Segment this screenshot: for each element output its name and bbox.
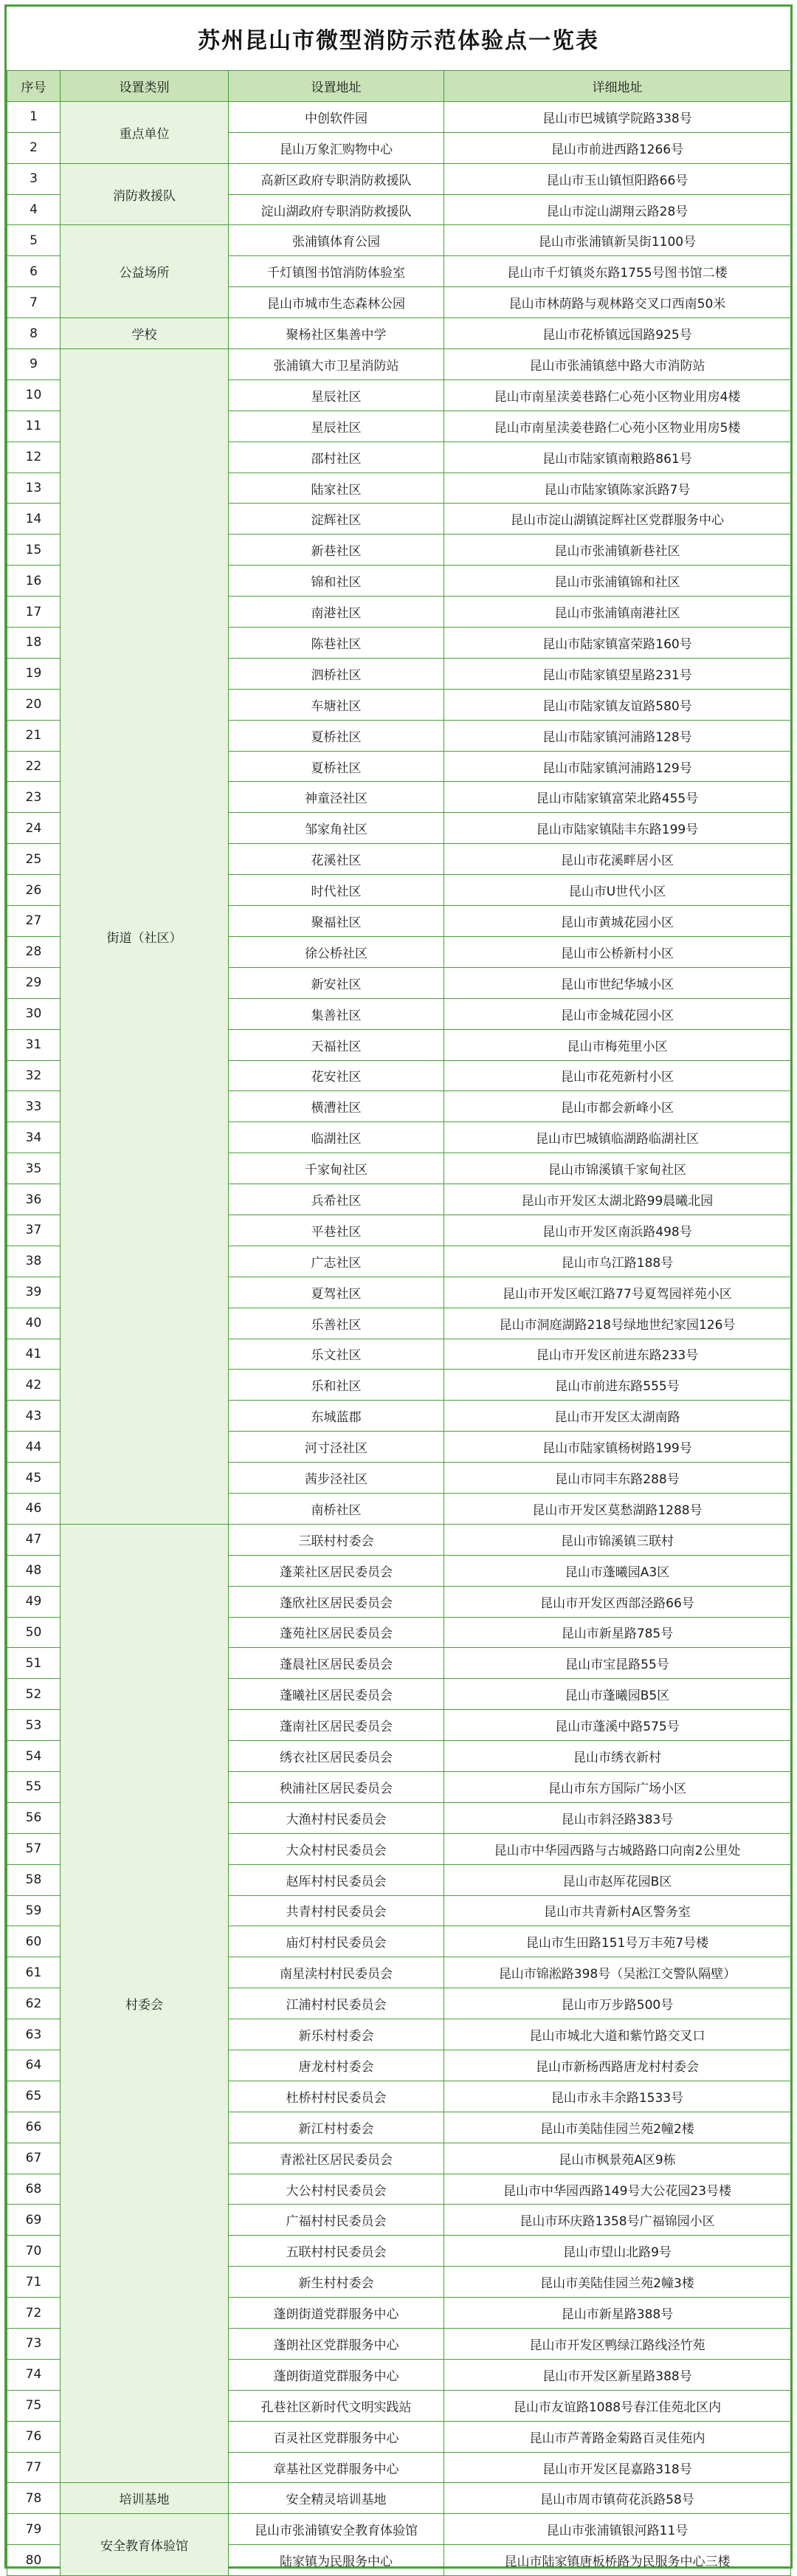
row-address: 昆山市千灯镇炎东路1755号图书馆二楼 (444, 256, 791, 287)
row-index: 40 (7, 1308, 61, 1339)
row-address: 昆山市开发区南浜路498号 (444, 1215, 791, 1246)
row-address: 昆山市芦菁路金菊路百灵佳苑内 (444, 2421, 791, 2452)
row-index: 45 (7, 1463, 61, 1494)
row-address: 昆山市花苑新村小区 (444, 1060, 791, 1091)
row-site: 夏桥社区 (229, 720, 444, 751)
row-index: 55 (7, 1771, 61, 1802)
header-category: 设置类别 (61, 71, 229, 102)
row-address: 昆山市林荫路与观林路交叉口西南50米 (444, 287, 791, 318)
row-address: 昆山市蓬溪中路575号 (444, 1710, 791, 1741)
row-address: 昆山市淀山湖镇淀辉社区党群服务中心 (444, 504, 791, 535)
table-row (7, 225, 791, 256)
row-site: 新乐村村委会 (229, 2019, 444, 2050)
row-site: 淀山湖政府专职消防救援队 (229, 194, 444, 225)
table-row (7, 2483, 791, 2514)
row-site: 陈巷社区 (229, 628, 444, 659)
row-address: 昆山市美陆佳园兰苑2幢2楼 (444, 2112, 791, 2143)
row-address: 昆山市锦溪镇三联村 (444, 1524, 791, 1555)
row-site: 蓬晨社区居民委员会 (229, 1648, 444, 1679)
header-address: 详细地址 (444, 71, 791, 102)
row-site: 聚杨社区集善中学 (229, 318, 444, 349)
row-site: 蓬苑社区居民委员会 (229, 1617, 444, 1648)
row-index: 72 (7, 2298, 61, 2329)
row-site: 秧浦社区居民委员会 (229, 1771, 444, 1802)
row-address: 昆山市新星路785号 (444, 1617, 791, 1648)
row-site: 昆山市城市生态森林公园 (229, 287, 444, 318)
row-site: 大渔村村民委员会 (229, 1802, 444, 1833)
row-address: 昆山市张浦镇慈中路大市消防站 (444, 349, 791, 380)
row-site: 蓬朗街道党群服务中心 (229, 2298, 444, 2329)
row-address: 昆山市梅苑里小区 (444, 1029, 791, 1060)
header-row (7, 71, 791, 102)
row-index: 77 (7, 2452, 61, 2483)
row-address: 昆山市美陆佳园兰苑2幢3楼 (444, 2267, 791, 2298)
row-site: 南桥社区 (229, 1493, 444, 1524)
row-index: 42 (7, 1370, 61, 1401)
row-site: 新巷社区 (229, 535, 444, 566)
row-index: 69 (7, 2205, 61, 2236)
row-address: 昆山市斜泾路383号 (444, 1802, 791, 1833)
row-index: 30 (7, 998, 61, 1029)
row-site: 蓬朗街道党群服务中心 (229, 2359, 444, 2390)
row-site: 唐龙村村委会 (229, 2050, 444, 2081)
row-address: 昆山市开发区太湖北路99晨曦北园 (444, 1184, 791, 1215)
row-index: 25 (7, 844, 61, 875)
row-address: 昆山市开发区莫愁湖路1288号 (444, 1493, 791, 1524)
row-index: 23 (7, 782, 61, 813)
row-index: 44 (7, 1432, 61, 1463)
row-category: 培训基地 (61, 2483, 229, 2514)
row-site: 泗桥社区 (229, 658, 444, 689)
row-site: 千家甸社区 (229, 1153, 444, 1184)
row-index: 48 (7, 1555, 61, 1586)
row-site: 蓬莱社区居民委员会 (229, 1555, 444, 1586)
fire-demo-sites-table (7, 70, 791, 2576)
row-address: 昆山市陆家镇河浦路128号 (444, 720, 791, 751)
row-site: 江浦村村民委员会 (229, 1988, 444, 2019)
row-category: 街道（社区） (61, 349, 229, 1525)
row-index: 65 (7, 2081, 61, 2112)
row-address: 昆山市锦溪镇千家甸社区 (444, 1153, 791, 1184)
row-index: 76 (7, 2421, 61, 2452)
row-index: 71 (7, 2267, 61, 2298)
row-address: 昆山市张浦镇新吴街1100号 (444, 225, 791, 256)
row-index: 4 (7, 194, 61, 225)
row-address: 昆山市陆家镇陆丰东路199号 (444, 813, 791, 844)
row-index: 1 (7, 101, 61, 132)
row-index: 8 (7, 318, 61, 349)
row-index: 12 (7, 442, 61, 473)
row-site: 蓬曦社区居民委员会 (229, 1679, 444, 1710)
row-site: 天福社区 (229, 1029, 444, 1060)
row-site: 新江村村委会 (229, 2112, 444, 2143)
row-site: 横漕社区 (229, 1091, 444, 1122)
row-index: 37 (7, 1215, 61, 1246)
row-address: 昆山市开发区前进东路233号 (444, 1339, 791, 1370)
row-site: 安全精灵培训基地 (229, 2483, 444, 2514)
row-site: 蓬朗社区党群服务中心 (229, 2329, 444, 2360)
row-address: 昆山市友谊路1088号春江佳苑北区内 (444, 2390, 791, 2421)
row-address: 昆山市世纪华城小区 (444, 967, 791, 998)
row-site: 昆山市张浦镇安全教育体验馆 (229, 2514, 444, 2545)
row-site: 高新区政府专职消防救援队 (229, 163, 444, 194)
row-site: 青淞社区居民委员会 (229, 2143, 444, 2174)
row-category: 重点单位 (61, 101, 229, 163)
row-site: 花安社区 (229, 1060, 444, 1091)
page-title: 苏州昆山市微型消防示范体验点一览表 (7, 7, 790, 72)
row-site: 星辰社区 (229, 411, 444, 442)
row-index: 66 (7, 2112, 61, 2143)
row-index: 7 (7, 287, 61, 318)
row-address: 昆山市枫景苑A区9栋 (444, 2143, 791, 2174)
row-index: 58 (7, 1864, 61, 1895)
row-address: 昆山市望山北路9号 (444, 2236, 791, 2267)
row-address: 昆山市陆家镇唐板桥路为民服务中心三楼 (444, 2545, 791, 2576)
row-address: 昆山市蓬曦园B5区 (444, 1679, 791, 1710)
row-index: 34 (7, 1122, 61, 1153)
row-address: 昆山市张浦镇新巷社区 (444, 535, 791, 566)
row-site: 大公村村民委员会 (229, 2174, 444, 2205)
row-site: 车塘社区 (229, 689, 444, 720)
row-site: 陆家镇为民服务中心 (229, 2545, 444, 2576)
row-address: 昆山市张浦镇银河路11号 (444, 2514, 791, 2545)
row-site: 南港社区 (229, 597, 444, 628)
row-site: 河寸泾社区 (229, 1432, 444, 1463)
row-site: 平巷社区 (229, 1215, 444, 1246)
row-site: 张浦镇大市卫星消防站 (229, 349, 444, 380)
row-site: 乐文社区 (229, 1339, 444, 1370)
row-address: 昆山市永丰余路1533号 (444, 2081, 791, 2112)
row-index: 13 (7, 473, 61, 504)
row-site: 中创软件园 (229, 101, 444, 132)
row-site: 赵厍村村民委员会 (229, 1864, 444, 1895)
row-index: 16 (7, 566, 61, 597)
row-address: 昆山市淀山湖翔云路28号 (444, 194, 791, 225)
row-index: 20 (7, 689, 61, 720)
table-row (7, 349, 791, 380)
row-address: 昆山市东方国际广场小区 (444, 1771, 791, 1802)
row-index: 6 (7, 256, 61, 287)
row-site: 绣衣社区居民委员会 (229, 1741, 444, 1772)
row-address: 昆山市张浦镇锦和社区 (444, 566, 791, 597)
header-index: 序号 (7, 71, 61, 102)
row-index: 49 (7, 1586, 61, 1617)
row-address: 昆山市花桥镇远国路925号 (444, 318, 791, 349)
row-index: 47 (7, 1524, 61, 1555)
table-row (7, 101, 791, 132)
row-address: 昆山市陆家镇河浦路129号 (444, 751, 791, 782)
row-address: 昆山市前进西路1266号 (444, 132, 791, 163)
row-index: 24 (7, 813, 61, 844)
row-index: 31 (7, 1029, 61, 1060)
row-address: 昆山市乌江路188号 (444, 1246, 791, 1277)
row-address: 昆山市金城花园小区 (444, 998, 791, 1029)
row-site: 东城蓝郡 (229, 1401, 444, 1432)
row-address: 昆山市周市镇荷花浜路58号 (444, 2483, 791, 2514)
row-address: 昆山市陆家镇南粮路861号 (444, 442, 791, 473)
row-index: 52 (7, 1679, 61, 1710)
row-index: 14 (7, 504, 61, 535)
row-address: 昆山市环庆路1358号广福锦园小区 (444, 2205, 791, 2236)
row-index: 35 (7, 1153, 61, 1184)
row-site: 千灯镇图书馆消防体验室 (229, 256, 444, 287)
row-address: 昆山市锦淞路398号（吴淞江交警队隔壁） (444, 1957, 791, 1988)
row-address: 昆山市万步路500号 (444, 1988, 791, 2019)
row-site: 庙灯村村民委员会 (229, 1926, 444, 1957)
row-index: 63 (7, 2019, 61, 2050)
row-site: 广志社区 (229, 1246, 444, 1277)
row-index: 10 (7, 379, 61, 411)
row-index: 78 (7, 2483, 61, 2514)
row-index: 5 (7, 225, 61, 256)
row-site: 广福村村民委员会 (229, 2205, 444, 2236)
row-index: 79 (7, 2514, 61, 2545)
row-index: 39 (7, 1277, 61, 1308)
row-index: 53 (7, 1710, 61, 1741)
row-site: 聚福社区 (229, 906, 444, 937)
row-site: 兵希社区 (229, 1184, 444, 1215)
row-index: 15 (7, 535, 61, 566)
table-row (7, 318, 791, 349)
table-row (7, 2514, 791, 2545)
row-site: 新安社区 (229, 967, 444, 998)
row-site: 三联村村委会 (229, 1524, 444, 1555)
row-index: 11 (7, 411, 61, 442)
row-address: 昆山市黄城花园小区 (444, 906, 791, 937)
row-index: 46 (7, 1493, 61, 1524)
row-category: 学校 (61, 318, 229, 349)
row-site: 大众村村民委员会 (229, 1833, 444, 1864)
row-site: 神童泾社区 (229, 782, 444, 813)
row-site: 星辰社区 (229, 379, 444, 411)
row-address: 昆山市中华园西路149号大公花园23号楼 (444, 2174, 791, 2205)
row-index: 19 (7, 658, 61, 689)
row-address: 昆山市洞庭湖路218号绿地世纪家园126号 (444, 1308, 791, 1339)
row-index: 3 (7, 163, 61, 194)
row-index: 33 (7, 1091, 61, 1122)
row-address: 昆山市陆家镇杨树路199号 (444, 1432, 791, 1463)
row-address: 昆山市巴城镇临湖路临湖社区 (444, 1122, 791, 1153)
row-index: 59 (7, 1895, 61, 1926)
row-address: 昆山市中华园西路与古城路路口向南2公里处 (444, 1833, 791, 1864)
row-address: 昆山市南星渎姜巷路仁心苑小区物业用房5楼 (444, 411, 791, 442)
row-site: 新生村村委会 (229, 2267, 444, 2298)
row-site: 夏桥社区 (229, 751, 444, 782)
row-site: 陆家社区 (229, 473, 444, 504)
row-category: 安全教育体验馆 (61, 2514, 229, 2576)
row-site: 锦和社区 (229, 566, 444, 597)
row-address: 昆山市公桥新村小区 (444, 936, 791, 967)
row-site: 百灵社区党群服务中心 (229, 2421, 444, 2452)
row-address: 昆山市开发区岷江路77号夏驾园祥苑小区 (444, 1277, 791, 1308)
row-site: 蓬南社区居民委员会 (229, 1710, 444, 1741)
row-index: 68 (7, 2174, 61, 2205)
row-index: 60 (7, 1926, 61, 1957)
row-site: 共青村村民委员会 (229, 1895, 444, 1926)
row-index: 28 (7, 936, 61, 967)
row-index: 43 (7, 1401, 61, 1432)
row-address: 昆山市生田路151号万丰苑7号楼 (444, 1926, 791, 1957)
row-address: 昆山市陆家镇富荣北路455号 (444, 782, 791, 813)
row-index: 27 (7, 906, 61, 937)
row-address: 昆山市新星路388号 (444, 2298, 791, 2329)
row-index: 41 (7, 1339, 61, 1370)
row-site: 南星渎村村民委员会 (229, 1957, 444, 1988)
row-address: 昆山市南星渎姜巷路仁心苑小区物业用房4楼 (444, 379, 791, 411)
row-site: 孔巷社区新时代文明实践站 (229, 2390, 444, 2421)
row-index: 57 (7, 1833, 61, 1864)
row-site: 花溪社区 (229, 844, 444, 875)
row-index: 9 (7, 349, 61, 380)
table-frame (4, 4, 793, 2569)
row-address: 昆山市玉山镇恒阳路66号 (444, 163, 791, 194)
row-address: 昆山市绣衣新村 (444, 1741, 791, 1772)
row-index: 50 (7, 1617, 61, 1648)
row-address: 昆山市同丰东路288号 (444, 1463, 791, 1494)
row-site: 夏驾社区 (229, 1277, 444, 1308)
row-site: 蓬欣社区居民委员会 (229, 1586, 444, 1617)
row-address: 昆山市陆家镇望星路231号 (444, 658, 791, 689)
row-site: 昆山万象汇购物中心 (229, 132, 444, 163)
row-address: 昆山市巴城镇学院路338号 (444, 101, 791, 132)
row-index: 61 (7, 1957, 61, 1988)
row-index: 51 (7, 1648, 61, 1679)
row-site: 张浦镇体育公园 (229, 225, 444, 256)
row-index: 75 (7, 2390, 61, 2421)
row-site: 五联村村民委员会 (229, 2236, 444, 2267)
row-index: 70 (7, 2236, 61, 2267)
row-address: 昆山市共青新村A区警务室 (444, 1895, 791, 1926)
row-site: 章基社区党群服务中心 (229, 2452, 444, 2483)
row-index: 74 (7, 2359, 61, 2390)
row-site: 时代社区 (229, 875, 444, 906)
row-index: 62 (7, 1988, 61, 2019)
row-index: 73 (7, 2329, 61, 2360)
row-index: 21 (7, 720, 61, 751)
row-site: 徐公桥社区 (229, 936, 444, 967)
row-category: 村委会 (61, 1524, 229, 2483)
row-address: 昆山市前进东路555号 (444, 1370, 791, 1401)
row-category: 消防救援队 (61, 163, 229, 225)
row-site: 邵村社区 (229, 442, 444, 473)
row-address: 昆山市赵厍花园B区 (444, 1864, 791, 1895)
row-index: 64 (7, 2050, 61, 2081)
row-address: 昆山市宝昆路55号 (444, 1648, 791, 1679)
row-site: 临湖社区 (229, 1122, 444, 1153)
row-site: 淀辉社区 (229, 504, 444, 535)
row-address: 昆山市U世代小区 (444, 875, 791, 906)
table-row (7, 163, 791, 194)
row-site: 邹家角社区 (229, 813, 444, 844)
row-index: 22 (7, 751, 61, 782)
row-index: 17 (7, 597, 61, 628)
row-site: 乐和社区 (229, 1370, 444, 1401)
row-index: 80 (7, 2545, 61, 2576)
row-index: 54 (7, 1741, 61, 1772)
row-address: 昆山市花溪畔居小区 (444, 844, 791, 875)
row-index: 56 (7, 1802, 61, 1833)
row-index: 2 (7, 132, 61, 163)
row-address: 昆山市陆家镇富荣路160号 (444, 628, 791, 659)
row-index: 26 (7, 875, 61, 906)
row-site: 茜步泾社区 (229, 1463, 444, 1494)
row-address: 昆山市城北大道和紫竹路交叉口 (444, 2019, 791, 2050)
row-address: 昆山市张浦镇南港社区 (444, 597, 791, 628)
row-address: 昆山市陆家镇陈家浜路7号 (444, 473, 791, 504)
row-index: 38 (7, 1246, 61, 1277)
row-address: 昆山市陆家镇友谊路580号 (444, 689, 791, 720)
row-site: 集善社区 (229, 998, 444, 1029)
row-address: 昆山市新杨西路唐龙村村委会 (444, 2050, 791, 2081)
row-site: 杜桥村村民委员会 (229, 2081, 444, 2112)
row-address: 昆山市开发区西部泾路66号 (444, 1586, 791, 1617)
row-address: 昆山市蓬曦园A3区 (444, 1555, 791, 1586)
row-address: 昆山市开发区鸭绿江路线泾竹苑 (444, 2329, 791, 2360)
row-index: 29 (7, 967, 61, 998)
row-address: 昆山市都会新峰小区 (444, 1091, 791, 1122)
table-row (7, 1524, 791, 1555)
row-category: 公益场所 (61, 225, 229, 318)
header-site: 设置地址 (229, 71, 444, 102)
row-index: 36 (7, 1184, 61, 1215)
row-index: 32 (7, 1060, 61, 1091)
row-index: 67 (7, 2143, 61, 2174)
row-address: 昆山市开发区昆嘉路318号 (444, 2452, 791, 2483)
table-body (7, 101, 791, 2575)
row-site: 乐善社区 (229, 1308, 444, 1339)
row-index: 18 (7, 628, 61, 659)
row-address: 昆山市开发区太湖南路 (444, 1401, 791, 1432)
row-address: 昆山市开发区新星路388号 (444, 2359, 791, 2390)
